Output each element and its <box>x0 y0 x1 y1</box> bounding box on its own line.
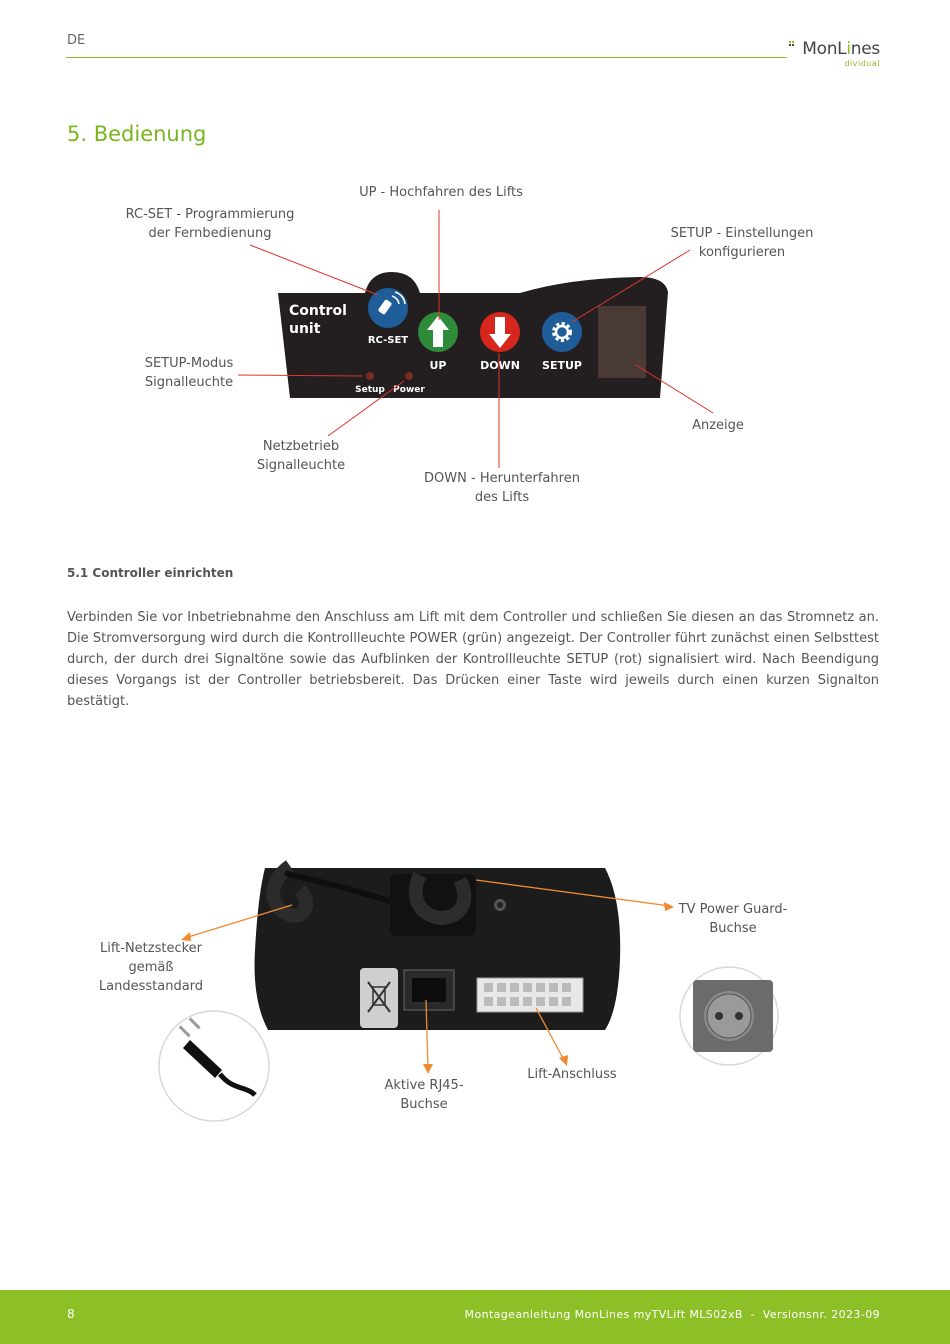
language-code: DE <box>67 33 86 48</box>
up-label: UP <box>429 359 447 372</box>
up-arrow-icon <box>418 312 458 352</box>
annotation-up: UP - Hochfahren des Lifts <box>359 185 523 200</box>
monlines-logo <box>789 38 884 68</box>
setup-gear-icon <box>542 312 582 352</box>
rc-set-button-icon <box>368 288 408 328</box>
logo-tagline: dividual <box>844 59 880 68</box>
logo-dots-icon <box>789 41 795 47</box>
rc-set-label: RC-SET <box>367 335 409 346</box>
annotation-rcset: RC-SET - Programmierung der Fernbedienung <box>125 207 295 241</box>
header-divider <box>66 57 787 58</box>
annotation-power-plug: Lift-Netzstecker gemäß Landesstandard <box>98 941 204 994</box>
section-title: 5. Bedienung <box>67 122 207 146</box>
setup-led-label: Setup <box>355 385 385 395</box>
subsection-paragraph: Verbinden Sie vor Inbetriebnahme den Anschluss am Lift mit dem Controller und schließen Sie diesen an das Stromnetz an. Die Stromversorgung wird durch die Kontrollleuchte POWER (grün) angezeigt. Der Controller führt zunächst einen Selbsttest durch, der durch drei Signaltöne sowie das Aufblinken der Kontrollleuchte SETUP (rot) signalisiert wird. Nach Beendigung dieses Vorgangs ist der Controller betriebsbereit. Das Drücken einer Taste wird jeweils durch einen kurzen Signalton bestätigt. <box>67 610 879 709</box>
down-arrow-icon <box>480 312 520 352</box>
power-led-label: Power <box>393 385 425 395</box>
logo-wordmark: MonLines <box>802 39 880 59</box>
down-label: DOWN <box>480 359 520 372</box>
panel-title-line1: Control <box>289 303 347 319</box>
power-led <box>405 372 413 380</box>
annotation-down: DOWN - Herunterfahren des Lifts <box>424 471 580 505</box>
page-number: 8 <box>67 1307 75 1321</box>
annotation-tv-guard: TV Power Guard- Buchse <box>678 902 788 936</box>
panel-title-line2: unit <box>289 321 321 337</box>
annotation-lift-port: Lift-Anschluss <box>527 1067 617 1082</box>
setup-led <box>366 372 374 380</box>
subsection-title: 5.1 Controller einrichten <box>67 566 234 580</box>
annotation-power-led: Netzbetrieb Signalleuchte <box>256 439 346 473</box>
annotation-setup: SETUP - Einstellungen konfigurieren <box>670 226 814 260</box>
annotation-rj45: Aktive RJ45- Buchse <box>384 1078 464 1112</box>
setup-label: SETUP <box>542 359 582 372</box>
annotation-setup-led: SETUP-Modus Signalleuchte <box>144 356 234 390</box>
footer-document-info: Montageanleitung MonLines myTVLift MLS02xB - Versionsnr. 2023-09 <box>464 1308 880 1321</box>
annotation-display: Anzeige <box>692 418 744 433</box>
